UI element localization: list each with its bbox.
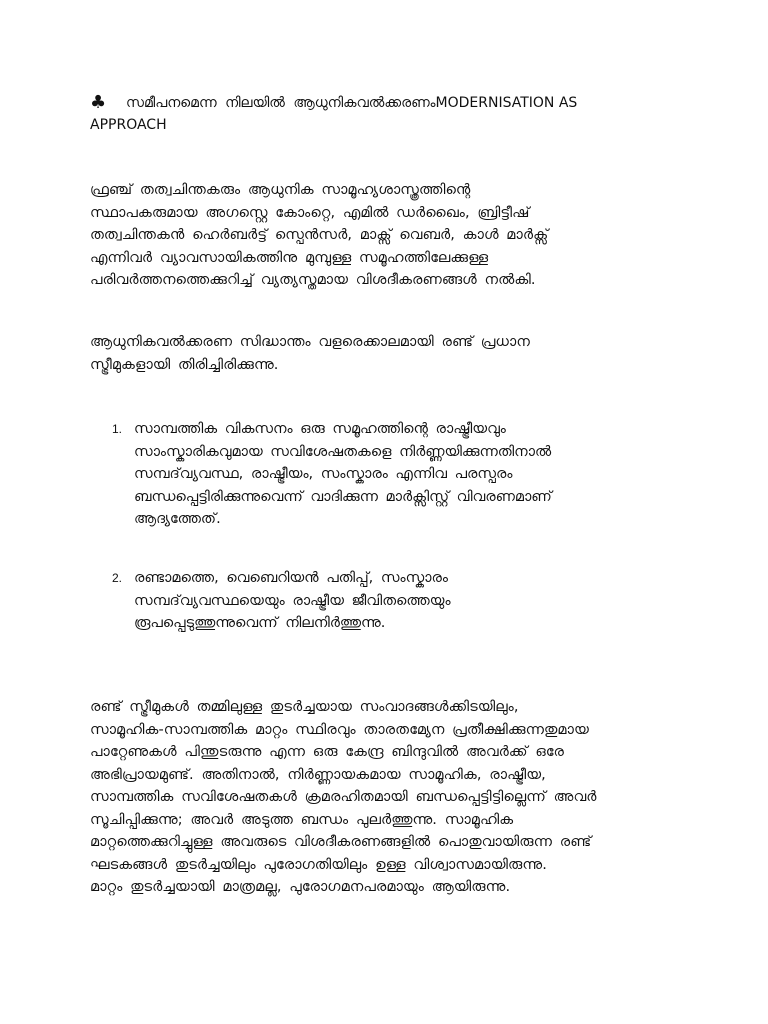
list-item bbox=[90, 418, 650, 531]
list-line: സമ്പദ്‌വ്യവസ്ഥ, രാഷ്ട്രീയം, സംസ്കാരം എന്നിവ പരസ്പരം bbox=[134, 466, 513, 482]
paragraph-line: എന്നിവർ വ്യാവസായികത്തിനു മുമ്പുള്ള സമൂഹത്തിലേക്കുള്ള bbox=[90, 249, 489, 266]
paragraph-line: മാറ്റം തുടർച്ചയായി മാത്രമല്ല, പുരോഗമനപരമായും ആയിരുന്നു. bbox=[90, 879, 511, 895]
list-line: രണ്ടാമത്തെ, വെബെറിയൻ പതിപ്പ്, സംസ്കാരം bbox=[134, 570, 448, 586]
list-line: സാമ്പത്തിക വികസനം ഒരു സമൂഹത്തിന്റെ രാഷ്ട്രീയവും bbox=[134, 421, 506, 437]
club-icon: ♣ bbox=[90, 92, 107, 113]
section-heading bbox=[90, 92, 650, 136]
list-line: സമ്പദ്‌വ്യവസ്ഥയെയും രാഷ്ട്രീയ ജീവിതത്തെയും bbox=[134, 592, 451, 609]
paragraph-line: സാമൂഹിക-സാമ്പത്തിക മാറ്റം സ്ഥിരവും താരതമ്യേന പ്രതീക്ഷിക്കുന്നതുമായ bbox=[90, 721, 589, 738]
paragraph-line: ആധുനികവൽക്കരണ സിദ്ധാന്തം വളരെക്കാലമായി രണ്ട് പ്രധാന bbox=[90, 334, 530, 350]
paragraph-streams bbox=[90, 331, 670, 376]
paragraph-line: സാമ്പത്തിക സവിശേഷതകൾ ക്രമരഹിതമായി ബന്ധപ്പെട്ടിട്ടില്ലെന്ന് അവർ bbox=[90, 789, 597, 805]
paragraph-intro bbox=[90, 179, 670, 292]
paragraph-line: അഭിപ്രായമുണ്ട്. അതിനാൽ, നിർണ്ണായകമായ സാമൂഹിക, രാഷ്ട്രീയ, bbox=[90, 766, 546, 783]
list-number: 2. bbox=[112, 571, 123, 585]
paragraph-line: സ്ട്രീമുകളായി തിരിച്ചിരിക്കുന്നു. bbox=[90, 356, 279, 373]
paragraph-line: ഫ്രഞ്ച് തത്വചിന്തകരും ആധുനിക സാമൂഹ്യശാസ്ത്രത്തിന്റെ bbox=[90, 182, 471, 198]
paragraph-line: സൂചിപ്പിക്കുന്നു; അവർ അടുത്ത ബന്ധം പുലർത്തുന്നു. സാമൂഹിക bbox=[90, 811, 514, 828]
paragraph-line: പരിവർത്തനത്തെക്കുറിച്ച് വ്യത്യസ്തമായ വിശദീകരണങ്ങൾ നൽകി. bbox=[90, 272, 536, 288]
paragraph-conclusion bbox=[90, 696, 674, 899]
heading-title-english-line2: APPROACH bbox=[90, 117, 167, 133]
list-number: 1. bbox=[112, 422, 123, 436]
list-item bbox=[90, 567, 650, 635]
paragraph-line: പാറ്റേണുകൾ പിന്തുടരുന്നു എന്ന ഒരു കേന്ദ്ര ബിന്ദുവിൽ അവർക്ക് ഒരേ bbox=[90, 744, 565, 760]
list-line: ആദ്യത്തേത്. bbox=[134, 511, 221, 527]
paragraph-line: രണ്ട് സ്ട്രീമുകൾ തമ്മിലുള്ള തുടർച്ചയായ സംവാദങ്ങൾക്കിടയിലും, bbox=[90, 699, 519, 715]
numbered-list-item-2 bbox=[90, 567, 650, 635]
paragraph-line: മാറ്റത്തെക്കുറിച്ചുള്ള അവരുടെ വിശദീകരണങ്ങളിൽ പൊതുവായിരുന്ന രണ്ട് bbox=[90, 834, 592, 850]
numbered-list-item-1 bbox=[90, 418, 650, 531]
paragraph-line: ഘടകങ്ങൾ തുടർച്ചയിലും പുരോഗതിയിലും ഉള്ള വിശ്വാസമായിരുന്നു. bbox=[90, 856, 547, 873]
list-line: രൂപപ്പെടുത്തുന്നുവെന്ന് നിലനിർത്തുന്നു. bbox=[134, 615, 386, 631]
heading-title-malayalam: സമീപനമെന്ന നിലയിൽ ആധുനികവൽക്കരണം bbox=[126, 95, 436, 111]
paragraph-line: തത്വചിന്തകൻ ഹെർബർട്ട് സ്പെൻസർ, മാക്സ് വെബർ, കാൾ മാർക്സ് bbox=[90, 227, 549, 243]
list-line: ബന്ധപ്പെട്ടിരിക്കുന്നുവെന്ന് വാദിക്കുന്ന മാർക്സിസ്റ്റ് വിവരണമാണ് bbox=[134, 488, 552, 505]
heading-title-english: MODERNISATION AS bbox=[435, 95, 578, 111]
paragraph-line: സ്ഥാപകരുമായ അഗസ്റ്റെ കോംറ്റെ, എമിൽ ഡർഖൈം, ബ്രിട്ടീഷ് bbox=[90, 204, 530, 221]
list-line: സാംസ്കാരികവുമായ സവിശേഷതകളെ നിർണ്ണയിക്കുന്നതിനാൽ bbox=[134, 443, 552, 460]
